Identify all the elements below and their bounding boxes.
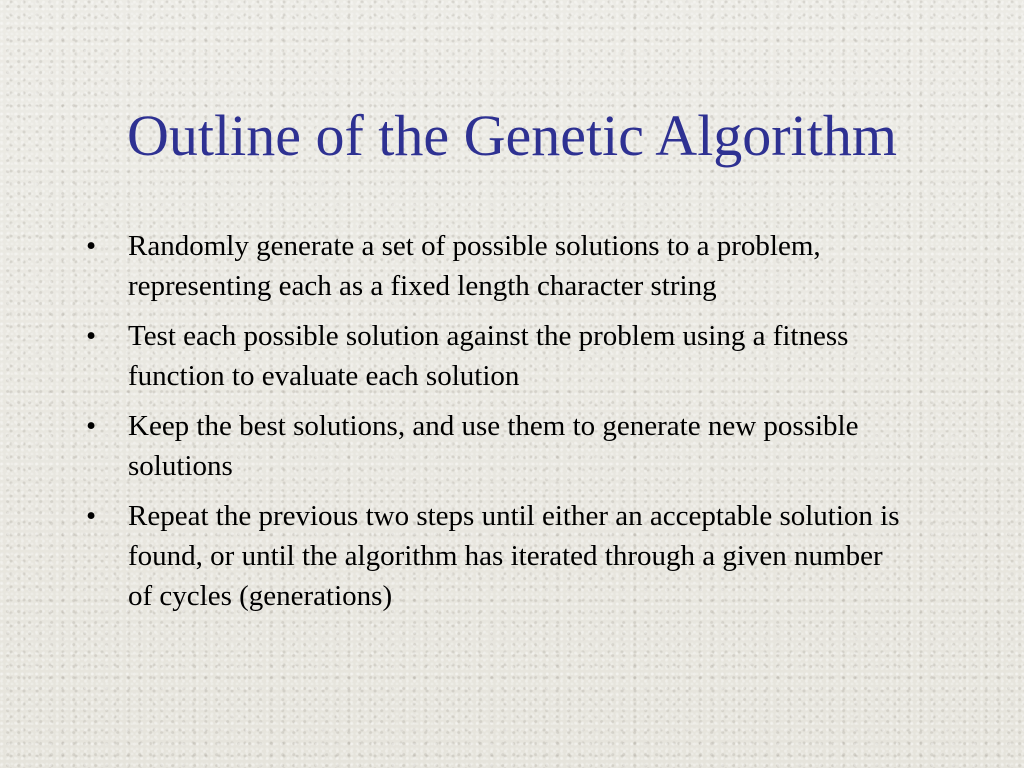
bullet-item: [84, 406, 914, 486]
bullet-text: Randomly generate a set of possible solutions to a problem, representing each as a fixed length character string: [128, 230, 821, 302]
bullet-item: [84, 316, 914, 396]
bullet-list: [84, 226, 914, 626]
bullet-text: Repeat the previous two steps until either an acceptable solution is found, or until the algorithm has iterated through a given number of cycles (generations): [128, 500, 900, 612]
bullet-text: Test each possible solution against the problem using a fitness function to evaluate each solution: [128, 320, 849, 392]
slide-title: Outline of the Genetic Algorithm: [127, 103, 897, 168]
bullet-icon: •: [86, 500, 97, 532]
bullet-icon: •: [86, 320, 97, 352]
bullet-icon: •: [86, 230, 97, 262]
bullet-item: [84, 496, 914, 616]
bullet-item: [84, 226, 914, 306]
bullet-text: Keep the best solutions, and use them to generate new possible solutions: [128, 410, 859, 482]
bullet-icon: •: [86, 410, 97, 442]
